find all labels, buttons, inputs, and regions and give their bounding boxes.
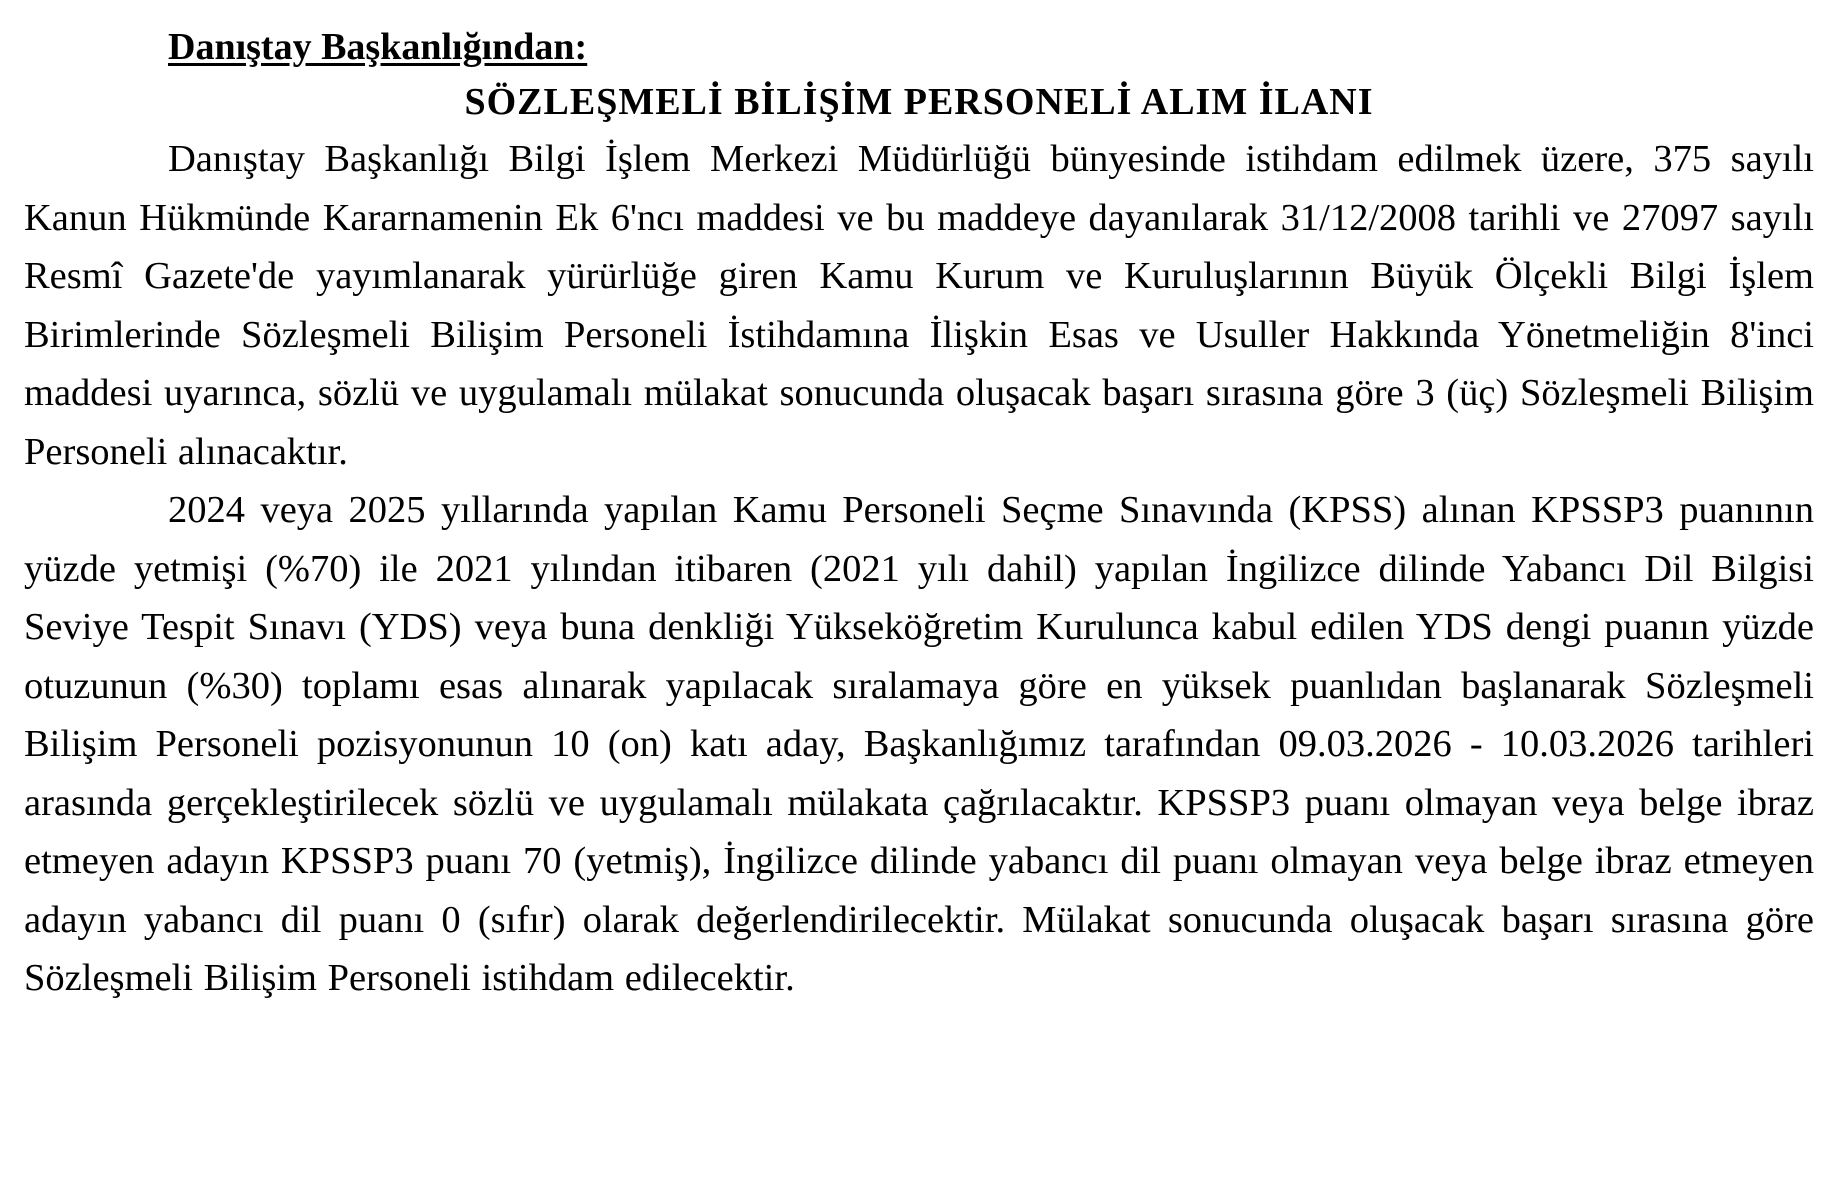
paragraph-selection-criteria: 2024 veya 2025 yıllarında yapılan Kamu Personeli Seçme Sınavında (KPSS) alınan KPSSP3 puanının yüzde yetmişi (%70) ile 2021 yılından itibaren (2021 yılı dahil) yapılan İngilizce dilinde Yabancı Dil Bilgisi Seviye Tespit Sınavı (YDS) veya buna denkliği Yükseköğretim Kurulunca kabul edilen YDS dengi puanın yüzde otuzunun (%30) toplamı esas alınarak yapılacak sıralamaya göre en yüksek puanlıdan başlanarak Sözleşmeli Bilişim Personeli pozisyonunun 10 (on) katı aday, Başkanlığımız tarafından 09.03.2026 - 10.03.2026 tarihleri arasında gerçekleştirilecek sözlü ve uygulamalı mülakata çağrılacaktır. KPSSP3 puanı olmayan veya belge ibraz etmeyen adayın KPSSP3 puanı 70 (yetmiş), İngilizce dilinde yabancı dil puanı olmayan veya belge ibraz etmeyen adayın yabancı dil puanı 0 (sıfır) olarak değerlendirilecektir. Mülakat sonucunda oluşacak başarı sırasına göre Sözleşmeli Bilişim Personeli istihdam edilecektir. [24,489,1814,999]
paragraph-intro: Danıştay Başkanlığı Bilgi İşlem Merkezi Müdürlüğü bünyesinde istihdam edilmek üzere, 375 sayılı Kanun Hükmünde Kararnamenin Ek 6'ncı maddesi ve bu maddeye dayanılarak 31/12/2008 tarihli ve 27097 sayılı Resmî Gazete'de yayımlanarak yürürlüğe giren Kamu Kurum ve Kuruluşlarının Büyük Ölçekli Bilgi İşlem Birimlerinde Sözleşmeli Bilişim Personeli İstihdamına İlişkin Esas ve Usuller Hakkında Yönetmeliğin 8'inci maddesi uyarınca, sözlü ve uygulamalı mülakat sonucunda oluşacak başarı sırasına göre 3 (üç) Sözleşmeli Bilişim Personeli alınacaktır. [24,138,1814,473]
announcement-title: SÖZLEŞMELİ BİLİŞİM PERSONELİ ALIM İLANI [464,81,1374,123]
issuing-authority-heading: Danıştay Başkanlığından: [168,26,588,68]
document-page [24,20,1814,1008]
